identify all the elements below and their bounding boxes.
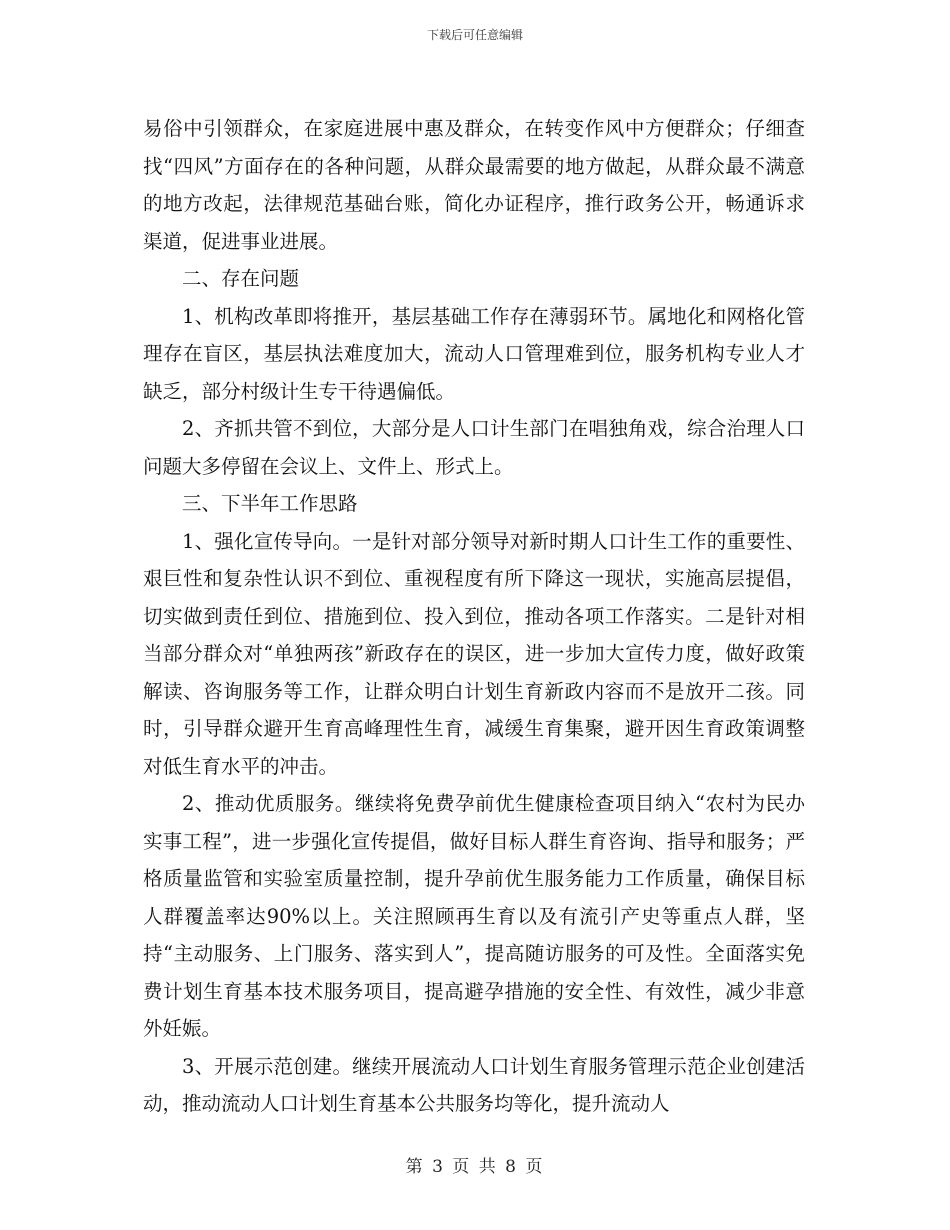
page-header: 下载后可任意编辑 [426, 28, 523, 42]
paragraph: 2、齐抓共管不到位，大部分是人口计生部门在唱独角戏，综合治理人口问题大多停留在会议上、文件上、形式上。 [143, 417, 805, 478]
section-heading: 二、存在问题 [182, 267, 300, 290]
document-body [143, 110, 805, 1123]
paragraph: 1、机构改革即将推开，基层基础工作存在薄弱环节。属地化和网格化管理存在盲区，基层执法难度加大，流动人口管理难到位，服务机构专业人才缺乏，部分村级计生专干待遇偏低。 [143, 304, 805, 403]
paragraph: 易俗中引领群众，在家庭进展中惠及群众，在转变作风中方便群众；仔细查找“四风”方面存在的各种问题，从群众最需要的地方做起，从群众最不满意的地方改起，法律规范基础台账，简化办证程序，推行政务公开，畅通诉求渠道，促进事业进展。 [143, 117, 805, 253]
paragraph: 2、推动优质服务。继续将免费孕前优生健康检查项目纳入“农村为民办实事工程”，进一步强化宣传提倡，做好目标人群生育咨询、指导和服务；严格质量监管和实验室质量控制，提升孕前优生服务能力工作质量，确保目标人群覆盖率达90%以上。关注照顾再生育以及有流引产史等重点人群，坚持“主动服务、上门服务、落实到人”，提高随访服务的可及性。全面落实免费计划生育基本技术服务项目，提高避孕措施的安全性、有效性，减少非意外妊娠。 [143, 792, 805, 1040]
paragraph: 1、强化宣传导向。一是针对部分领导对新时期人口计生工作的重要性、艰巨性和复杂性认识不到位、重视程度有所下降这一现状，实施高层提倡，切实做到责任到位、措施到位、投入到位，推动各项工作落实。二是针对相当部分群众对“单独两孩”新政存在的误区，进一步加大宣传力度，做好政策解读、咨询服务等工作，让群众明白计划生育新政内容而不是放开二孩。同时，引导群众避开生育高峰理性生育，减缓生育集聚，避开因生育政策调整对低生育水平的冲击。 [143, 529, 805, 778]
section-heading: 三、下半年工作思路 [182, 492, 358, 515]
page-number-footer: 第 3 页 共 8 页 [405, 1157, 545, 1177]
paragraph: 3、开展示范创建。继续开展流动人口计划生育服务管理示范企业创建活动，推动流动人口计划生育基本公共服务均等化，提升流动人 [143, 1054, 805, 1115]
